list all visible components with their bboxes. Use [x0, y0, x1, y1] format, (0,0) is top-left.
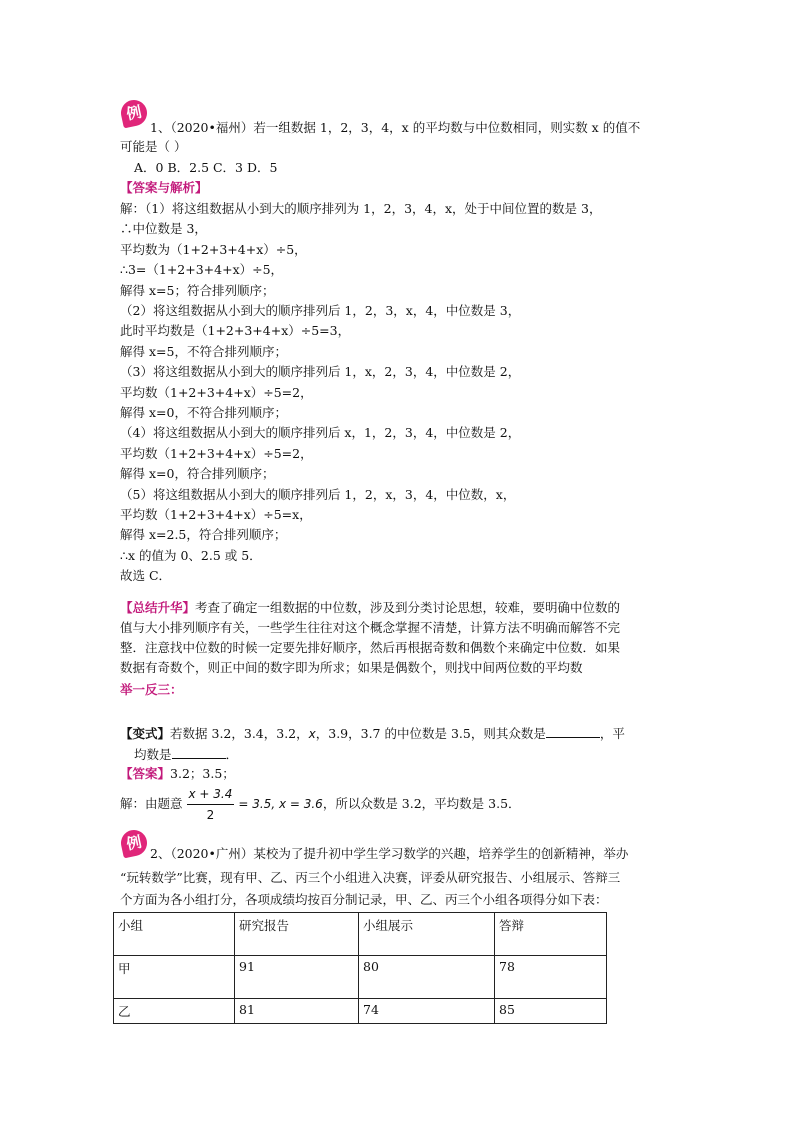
table-cell: 乙	[114, 999, 235, 1024]
answer-value: 3.2；3.5；	[170, 766, 235, 781]
table-cell: 74	[359, 999, 495, 1024]
question-2-line-1: 2、（2020•广州）某校为了提升初中学生学习数学的兴趣，培养学生的创新精神，举办	[150, 846, 629, 861]
table-header-cell: 答辩	[495, 913, 607, 956]
example-badge-2: 例	[119, 828, 150, 859]
variation-text: 若数据 3.2，3.4，3.2，	[170, 726, 309, 741]
table-cell: 81	[235, 999, 359, 1024]
table-header-cell: 研究报告	[235, 913, 359, 956]
summary-paragraph	[120, 600, 620, 616]
question-1-options: A．0 B．2.5 C．3 D．5	[134, 160, 278, 175]
answer-analysis-header: 【答案与解析】	[120, 180, 208, 195]
solution-line: 解得 x=0，不符合排列顺序；	[120, 405, 287, 420]
example-badge-1: 例	[119, 98, 150, 129]
solution-text: ，所以众数是 3.2，平均数是 3.5．	[322, 796, 521, 811]
question-1-line-2: 可能是（ ）	[120, 139, 187, 154]
table-cell: 85	[495, 999, 607, 1024]
summary-header: 【总结升华】	[120, 600, 196, 615]
answer-blank[interactable]	[172, 746, 226, 759]
variation-answer	[120, 766, 235, 782]
variation-header: 【变式】	[120, 726, 171, 741]
solution-line: 此时平均数是（1+2+3+4+x）÷5=3，	[120, 323, 351, 339]
solution-line: （2）将这组数据从小到大的顺序排列后 1，2，3，x，4，中位数是 3，	[120, 303, 521, 318]
variation-solution	[120, 784, 521, 825]
table-header-row	[114, 913, 607, 956]
solution-line: 解得 x=5，不符合排列顺序；	[120, 343, 287, 359]
solution-line: ∴x 的值为 0、2.5 或 5．	[120, 547, 262, 563]
question-2-line-3: 个方面为各小组打分，各项成绩均按百分制记录，甲、乙、丙三个小组各项得分如下表：	[120, 892, 608, 907]
summary-line: 值与大小排列顺序有关，一些学生往往对这个概念掌握不清楚，计算方法不明确而解答不完	[120, 620, 621, 635]
solution-line: （3）将这组数据从小到大的顺序排列后 1，x，2，3，4，中位数是 2，	[120, 364, 521, 380]
solution-line: 解得 x=2.5，符合排列顺序；	[120, 527, 287, 543]
table-header-cell: 小组展示	[359, 913, 495, 956]
fraction-numerator: x + 3.4	[187, 784, 235, 805]
solution-line: 解：（1）将这组数据从小到大的顺序排列为 1，2，3，4，x，处于中间位置的数是 3，	[120, 201, 602, 216]
variation-text: ，平	[599, 726, 625, 741]
table-cell: 91	[235, 956, 359, 999]
variation-title: 举一反三：	[120, 682, 183, 697]
solution-line: （5）将这组数据从小到大的顺序排列后 1，2，x，3，4，中位数，x，	[120, 486, 516, 502]
solution-line: ∴中位数是 3，	[120, 221, 207, 237]
solution-line: 解得 x=5；符合排列顺序；	[120, 282, 275, 298]
solution-line: ∴3=（1+2+3+4+x）÷5，	[120, 262, 284, 278]
answer-header: 【答案】	[120, 766, 171, 781]
equation: = 3.5, x = 3.6	[238, 797, 323, 811]
question-2-line-2: “玩转数学”比赛，现有甲、乙、丙三个小组进入决赛，评委从研究报告、小组展示、答辩三	[120, 870, 621, 885]
solution-line: 平均数（1+2+3+4+x）÷5=2，	[120, 445, 313, 461]
solution-line: 解得 x=0，符合排列顺序；	[120, 466, 275, 482]
summary-line: 整．注意找中位数的时候一定要先排好顺序，然后再根据奇数和偶数个来确定中位数．如果	[120, 640, 621, 655]
solution-text: 解：由题意	[120, 796, 183, 811]
variation-text: ．	[225, 747, 239, 762]
solution-line: （4）将这组数据从小到大的顺序排列后 x，1，2，3，4，中位数是 2，	[120, 425, 521, 441]
summary-line: 数据有奇数个，则正中间的数字即为所求；如果是偶数个，则找中间两位数的平均数	[120, 660, 583, 675]
table-row	[114, 956, 607, 999]
answer-blank[interactable]	[546, 725, 600, 738]
table-cell: 78	[495, 956, 607, 999]
fraction-denominator: 2	[206, 808, 215, 822]
variation-text: 均数是	[134, 747, 172, 762]
solution-line: 平均数（1+2+3+4+x）÷5=2，	[120, 384, 313, 400]
summary-line: 考查了确定一组数据的中位数，涉及到分类讨论思想，较难，要明确中位数的	[195, 600, 621, 615]
table-header-cell: 小组	[114, 913, 235, 956]
variation-question-line-2	[134, 746, 238, 763]
table-cell: 甲	[114, 956, 235, 999]
question-1-line-1: 1、（2020•福州）若一组数据 1，2，3，4，x 的平均数与中位数相同，则实数 x 的值不	[150, 120, 641, 135]
solution-line: 平均数（1+2+3+4+x）÷5=x，	[120, 507, 312, 522]
variation-text: ，3.9，3.7 的中位数是 3.5，则其众数是	[315, 726, 546, 741]
score-table	[113, 912, 607, 1024]
fraction	[187, 784, 235, 825]
variable-x: x	[308, 727, 316, 741]
variation-question-line-1	[120, 725, 625, 742]
table-cell: 80	[359, 956, 495, 999]
table-row	[114, 999, 607, 1024]
solution-line: 平均数为（1+2+3+4+x）÷5，	[120, 241, 307, 257]
solution-line: 故选 C．	[120, 568, 172, 584]
